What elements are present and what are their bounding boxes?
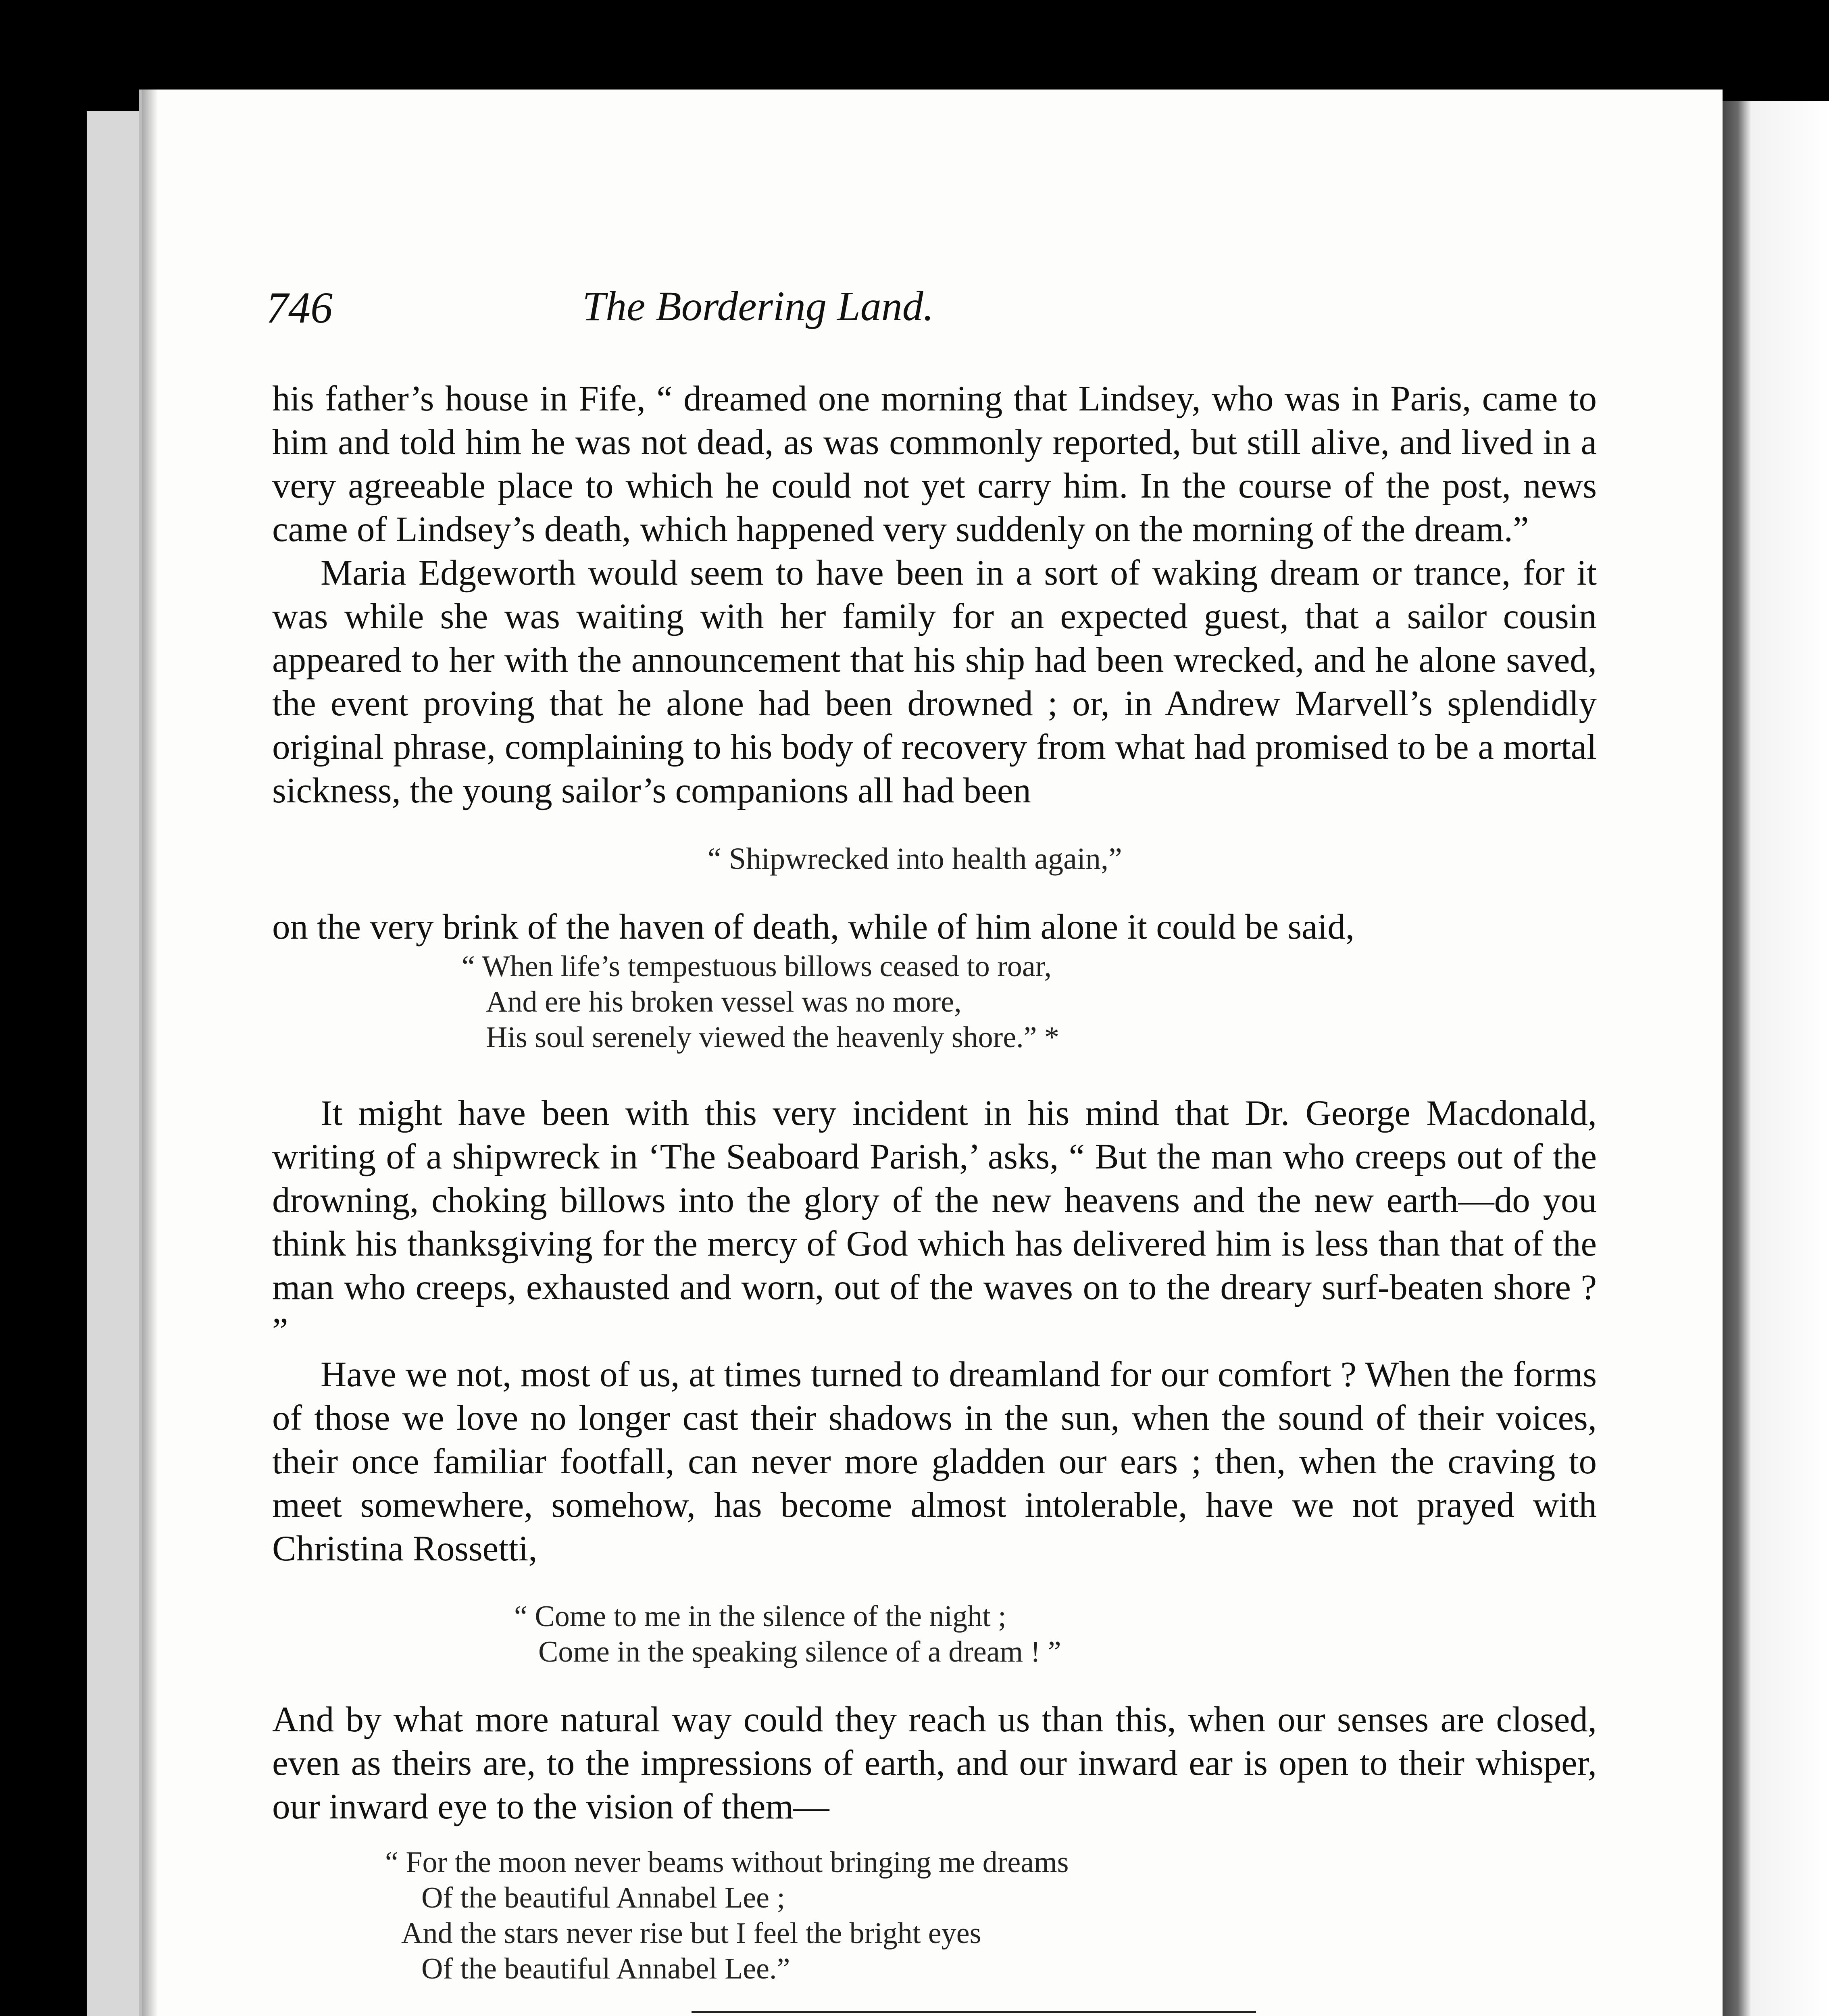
paragraph: on the very brink of the haven of death, while of him alone it could be said, xyxy=(272,907,1355,947)
paragraph: Maria Edgeworth would seem to have been in a sort of waking dream or trance, for it was while she was waiting with her family for an expected guest, that a sailor cousin appeared to her with the announcement that his ship had been wrecked, and he alone saved, the event proving that he alone had been drowned ; or, in Andrew Marvell’s splendidly original phrase, complaining to his body of recovery from what had promised to be a mortal sickness, the young sailor’s companions all had been xyxy=(272,553,1597,810)
gutter-shadow xyxy=(142,90,158,2016)
running-title: The Bordering Land. xyxy=(582,283,934,329)
paragraph: Have we not, most of us, at times turned to dreamland for our comfort ? When the forms of those we love no longer cast their shadows in the sun, when the sound of their voices, their once familiar footfall, can never more gladden our ears ; then, when the craving to meet somewhere, somehow, has become almost intolerable, have we not prayed with Christina Rossetti, xyxy=(272,1355,1597,1568)
paragraph: his father’s house in Fife, “ dreamed one morning that Lindsey, who was in Paris, came to him and told him he was not dead, as was commonly reported, but still alive, and lived in a very agreeable place to which he could not yet carry him. In the course of the post, news came of Lindsey’s death, which happened very suddenly on the morning of the dream.” xyxy=(272,379,1597,549)
verse-line: Of the beautiful Annabel Lee.” xyxy=(421,1952,790,1985)
footnote-divider xyxy=(692,2011,1256,2013)
paragraph: It might have been with this very incident in his mind that Dr. George Macdonald, writing of a shipwreck in ‘The Seaboard Parish,’ asks, “ But the man who creeps out of the drowning, choking billows into the glory of the new heavens and the new earth—do you think his thanksgiving for the mercy of God which has delivered him is less than that of the man who creeps, exhausted and worn, out of the waves on to the dreary surf-beaten shore ? ” xyxy=(272,1093,1597,1351)
verse-line: “ For the moon never beams without bringing me dreams xyxy=(385,1846,1069,1879)
page-header xyxy=(266,282,1250,363)
page-edge xyxy=(1718,101,1829,2016)
page-number: 746 xyxy=(266,283,333,332)
verse-line: His soul serenely viewed the heavenly shore.” * xyxy=(486,1021,1060,1054)
verse-line: And ere his broken vessel was no more, xyxy=(486,985,962,1018)
verse-line: “ When life’s tempestuous billows ceased to roar, xyxy=(462,950,1052,983)
verse-line: “ Come to me in the silence of the night ; xyxy=(514,1600,1006,1633)
block-quote: “ Shipwrecked into health again,” xyxy=(708,842,1122,876)
verse-line: Come in the speaking silence of a dream ! ” xyxy=(538,1635,1061,1668)
verse-line: Of the beautiful Annabel Lee ; xyxy=(421,1881,785,1914)
body-text xyxy=(272,377,1597,2016)
paragraph: And by what more natural way could they reach us than this, when our senses are closed, even as theirs are, to the impressions of earth, and our inward ear is open to their whisper, our inward eye to the vision of them— xyxy=(272,1700,1597,1826)
verse-line: And the stars never rise but I feel the bright eyes xyxy=(401,1917,981,1950)
